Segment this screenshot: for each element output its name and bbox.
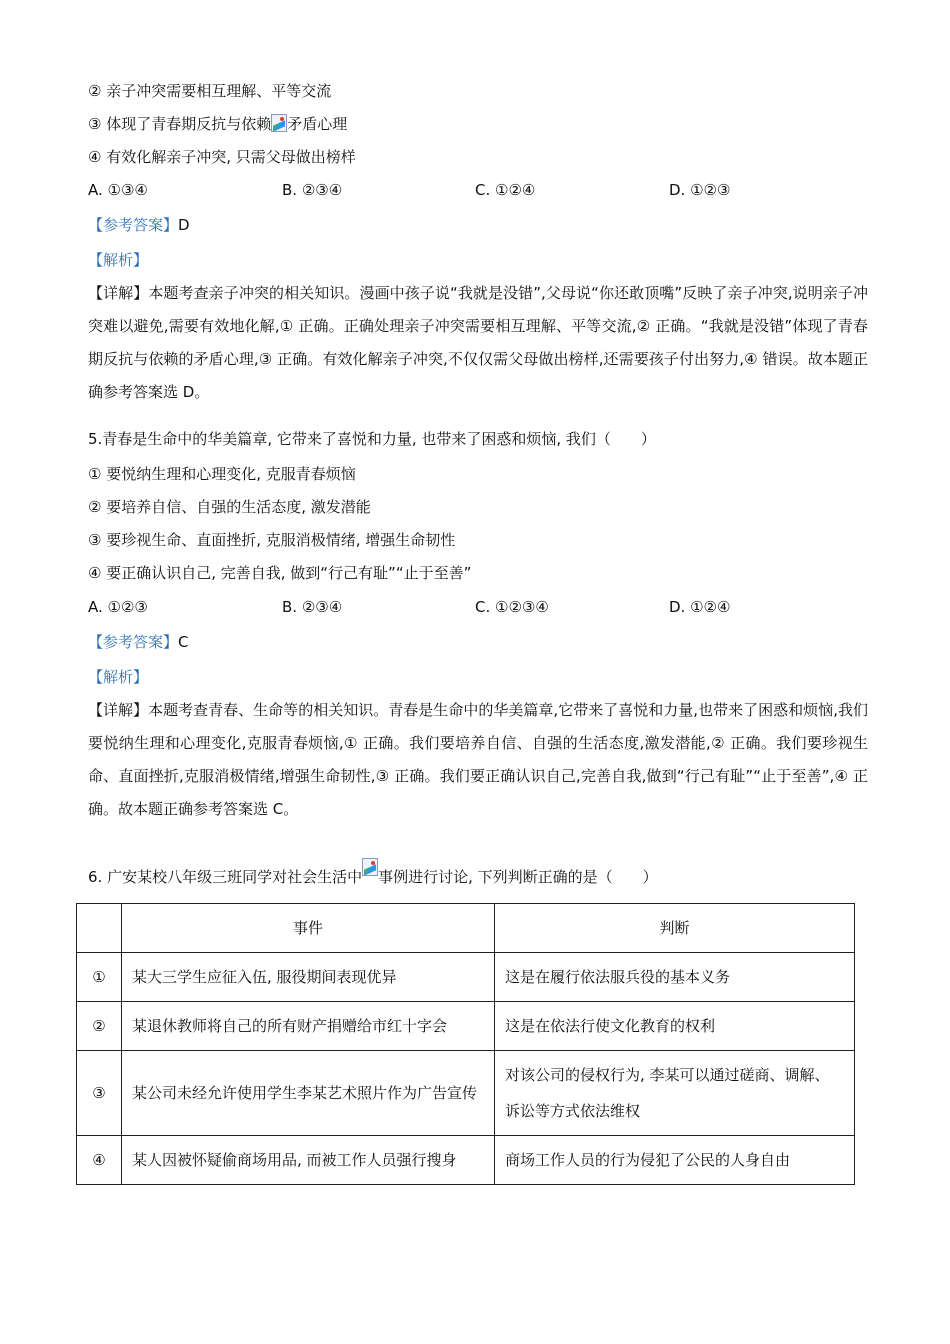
q5-statement-1: ① 要悦纳生理和心理变化, 克服青春烦恼 <box>88 465 356 483</box>
q4-detail-text: 本题考查亲子冲突的相关知识。漫画中孩子说“我就是没错”,父母说“你还敢顶嘴”反映了亲子冲突,说明亲子冲突难以避免,需要有效地化解,① 正确。正确处理亲子冲突需要相互理解、平等交流,② 正确。“我就是没错”体现了青春期反抗与依赖的矛盾心理,③ 正确。有效化解亲子冲突,不仅仅需父母做出榜样,还需要孩子付出努力,④ 错误。故本题正确参考答案选 D。 <box>88 284 868 401</box>
row-judgment: 这是在履行依法服兵役的基本义务 <box>495 953 855 1002</box>
q5-statement-3: ③ 要珍视生命、直面挫折, 克服消极情绪, 增强生命韧性 <box>88 531 456 549</box>
q4-option-a: A. ①③④ <box>88 181 148 199</box>
table-header-judgment: 判断 <box>495 904 855 953</box>
table-row <box>77 1051 855 1136</box>
row-event: 某退休教师将自己的所有财产捐赠给市红十字会 <box>122 1002 495 1051</box>
q5-option-b: B. ②③④ <box>282 598 343 616</box>
row-number: ③ <box>77 1051 122 1136</box>
q6-stem-after: 事例进行讨论, 下列判断正确的是（ ） <box>378 868 658 886</box>
broken-image-icon <box>271 114 287 132</box>
row-event: 某大三学生应征入伍, 服役期间表现优异 <box>122 953 495 1002</box>
row-number: ④ <box>77 1136 122 1185</box>
q5-statement-4: ④ 要正确认识自己, 完善自我, 做到“行己有耻”“止于至善” <box>88 564 472 582</box>
table-header-event: 事件 <box>122 904 495 953</box>
q5-detail-text: 本题考查青春、生命等的相关知识。青春是生命中的华美篇章,它带来了喜悦和力量,也带来了困惑和烦恼,我们要悦纳生理和心理变化,克服青春烦恼,① 正确。我们要培养自信、自强的生活态度,激发潜能,② 正确。我们要珍视生命、直面挫折,克服消极情绪,增强生命韧性,③ 正确。我们要正确认识自己,完善自我,做到“行己有耻”“止于至善”,④ 正确。故本题正确参考答案选 C。 <box>88 701 868 818</box>
q5-stem: 5.青春是生命中的华美篇章, 它带来了喜悦和力量, 也带来了困惑和烦恼, 我们（ ） <box>88 430 656 448</box>
q5-analysis-label: 【解析】 <box>88 668 149 686</box>
q5-statement-2: ② 要培养自信、自强的生活态度, 激发潜能 <box>88 498 371 516</box>
table-row <box>77 1136 855 1185</box>
q4-detail-label: 【详解】 <box>88 284 149 302</box>
q4-answer <box>88 215 190 235</box>
q5-option-c: C. ①②③④ <box>475 598 549 616</box>
q5-detail-label: 【详解】 <box>88 701 149 719</box>
table-header-num <box>77 904 122 953</box>
q4-statement-4: ④ 有效化解亲子冲突, 只需父母做出榜样 <box>88 148 356 166</box>
table-row <box>77 1002 855 1051</box>
row-event: 某公司未经允许使用学生李某艺术照片作为广告宣传 <box>122 1051 495 1136</box>
row-event: 某人因被怀疑偷商场用品, 而被工作人员强行搜身 <box>122 1136 495 1185</box>
broken-image-icon <box>362 858 378 876</box>
q4-statement-3 <box>88 114 347 134</box>
q5-option-a: A. ①②③ <box>88 598 148 616</box>
q4-option-c: C. ①②④ <box>475 181 536 199</box>
q5-detail <box>88 694 868 826</box>
events-table <box>76 903 855 1185</box>
table-header-row <box>77 904 855 953</box>
q5-option-d: D. ①②④ <box>669 598 731 616</box>
q4-answer-value: D <box>178 216 190 234</box>
q6-stem <box>88 858 658 887</box>
q4-detail <box>88 277 868 409</box>
row-judgment: 对该公司的侵权行为, 李某可以通过磋商、调解、诉讼等方式依法维权 <box>495 1051 855 1136</box>
q5-answer-label: 【参考答案】 <box>88 633 179 651</box>
q4-option-d: D. ①②③ <box>669 181 731 199</box>
q4-statement-3-after: 矛盾心理 <box>287 115 348 133</box>
row-number: ② <box>77 1002 122 1051</box>
q4-statement-2: ② 亲子冲突需要相互理解、平等交流 <box>88 82 332 100</box>
q4-statement-3-before: ③ 体现了青春期反抗与依赖 <box>88 115 272 133</box>
q5-answer-value: C <box>178 633 189 651</box>
row-number: ① <box>77 953 122 1002</box>
row-judgment: 商场工作人员的行为侵犯了公民的人身自由 <box>495 1136 855 1185</box>
q4-answer-label: 【参考答案】 <box>88 216 179 234</box>
table-row <box>77 953 855 1002</box>
q6-stem-before: 6. 广安某校八年级三班同学对社会生活中 <box>88 868 363 886</box>
q5-answer <box>88 632 189 652</box>
q4-option-b: B. ②③④ <box>282 181 343 199</box>
row-judgment: 这是在依法行使文化教育的权利 <box>495 1002 855 1051</box>
q4-analysis-label: 【解析】 <box>88 251 149 269</box>
